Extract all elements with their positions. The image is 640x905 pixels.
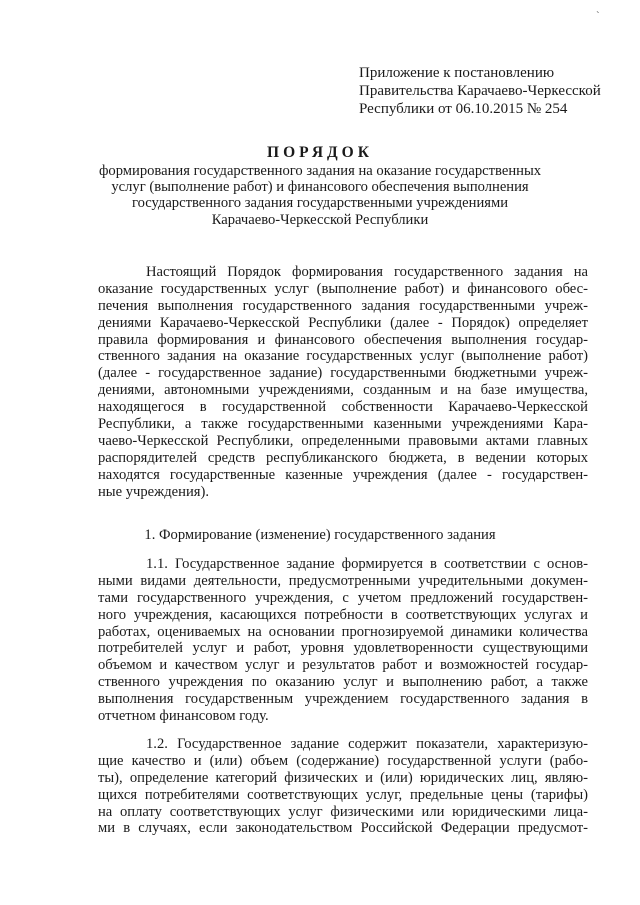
paragraph-1-1 [98,556,588,725]
text-line: (далее - государственное задание) государственными бюджетными учреж- [98,365,588,382]
document-subtitle [0,163,640,228]
text-line: чаево-Черкесской Республики, определенными правовыми актами главных [98,432,588,449]
text-line: Настоящий Порядок формирования государственного задания на [146,264,588,280]
text-line: ными видами деятельности, предусмотренными учредительными докумен- [98,572,588,589]
section-heading: 1. Формирование (изменение) государственного задания [144,527,496,543]
corner-mark: ` [596,10,600,22]
text-line: ные учреждения). [98,483,209,500]
text-line: дениями Карачаево-Черкесской Республики (далее - Порядок) определяет [98,314,588,331]
text-line: распорядителей средств республиканского бюджета, в ведении которых [98,449,588,466]
subtitle-line: государственного задания государственными учреждениями [131,195,509,212]
text-line: 1.2. Государственное задание содержит показатели, характеризую- [146,736,588,752]
text-line: ственного учреждения по оказанию услуг и выполнению работ, а также [98,674,588,691]
paragraph-1-2 [98,736,588,837]
text-line: ты), определение категорий физических и (или) юридических лиц, являю- [98,769,588,786]
text-line: печения выполнения государственного задания государственными учреж- [98,297,588,314]
text-line: отчетном финансовом году. [98,708,269,725]
appendix-note [359,64,609,118]
subtitle-line: Карачаево-Черкесской Республики [211,211,429,228]
document-title: ПОРЯДОК [267,144,373,161]
intro-paragraph [98,264,588,500]
text-line: щие качество и (или) объем (содержание) государственной услуги (рабо- [98,752,588,769]
text-line: тами государственного учреждения, с учетом предложений государствен- [98,589,588,606]
text-line: Республики, а также государственными казенными учреждениями Кара- [98,416,588,433]
appendix-line: Правительства Карачаево-Черкесской [359,83,601,99]
text-line: объемом и качеством услуг и результатов работ и возможностей государ- [98,657,588,674]
text-line: ственного задания на оказание государственных услуг (выполнение работ) [98,348,588,365]
appendix-line: Республики от 06.10.2015 № 254 [359,101,568,117]
text-line: 1.1. Государственное задание формируется в соответствии с основ- [146,556,588,572]
text-line: работах, оцениваемых на основании прогнозируемой динамики количества [98,623,588,640]
text-line: ного учреждения, касающихся потребности в соответствующих услугах и [98,606,588,623]
text-line: находятся государственные казенные учреждения (далее - государствен- [98,466,588,483]
text-line: выполнения государственным учреждением государственного задания в [98,691,588,708]
text-line: оказание государственных услуг (выполнение работ) и финансового обес- [98,280,588,297]
appendix-line: Приложение к постановлению [359,65,555,81]
subtitle-line: формирования государственного задания на оказание государственных [98,163,542,179]
text-line: на оплату соответствующих услуг физическими или юридическими лица- [98,803,588,820]
text-line: потребителей услуг и работ, уровня удовлетворенности существующими [98,640,588,657]
text-line: правила формирования и финансового обеспечения выполнения государ- [98,331,588,348]
text-line: дениями, автономными учреждениями, созданным и на базе имущества, [98,382,588,399]
text-line: щихся потребителями соответствующих услуг, предельные цены (тарифы) [98,786,588,803]
text-line: ми в случаях, если законодательством Российской Федерации предусмот- [98,820,588,837]
subtitle-line: услуг (выполнение работ) и финансового обеспечения выполнения [111,179,529,196]
text-line: находящегося в государственной собственности Карачаево-Черкесской [98,399,588,416]
